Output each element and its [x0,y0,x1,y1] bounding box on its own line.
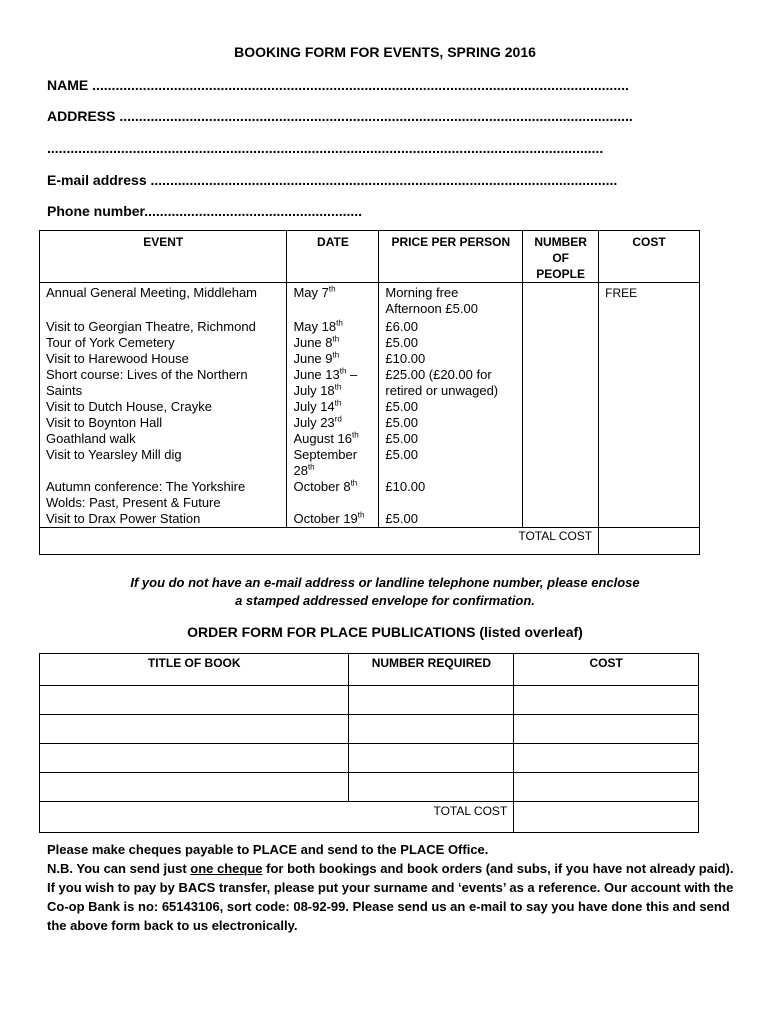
event-name: Visit to Harewood House [40,351,287,367]
order-total-input[interactable] [514,802,699,833]
cost-input[interactable] [599,399,700,415]
table-row [40,367,700,399]
event-date: September 28th [287,447,379,479]
event-name: Visit to Boynton Hall [40,415,287,431]
event-price: £6.00 [379,317,523,335]
cost-input[interactable] [599,367,700,399]
number-input[interactable] [523,479,599,511]
event-price: £5.00 [379,399,523,415]
table-row [40,415,700,431]
header-book-title: TITLE OF BOOK [40,654,349,686]
event-name: Visit to Dutch House, Crayke [40,399,287,415]
event-price: £5.00 [379,511,523,528]
order-table [39,653,699,833]
number-input[interactable] [523,415,599,431]
total-cost-input[interactable] [599,528,700,555]
events-table [39,230,700,555]
event-date: October 19th [287,511,379,528]
table-row [40,479,700,511]
header-price: PRICE PER PERSON [379,231,523,283]
book-title-input[interactable] [40,773,349,802]
cost-input[interactable] [599,479,700,511]
event-name: Visit to Drax Power Station [40,511,287,528]
number-input[interactable] [523,317,599,335]
table-row [40,317,700,335]
event-date: July 23rd [287,415,379,431]
payment-instructions: Please make cheques payable to PLACE and send to the PLACE Office. N.B. You can send just one cheque for both bookings and book orders (and subs, if you have not already paid). If you wish to pay by BACS transfer, please put your surname and ‘events’ as a reference. Our account with the Co-op Bank is no: 65143106, sort code: 08-92-99. Please send us an e-mail to say you have done this and send the above form back to us electronically. [47,842,734,933]
cost-input[interactable] [599,317,700,335]
order-cost-input[interactable] [514,773,699,802]
header-event: EVENT [40,231,287,283]
number-input[interactable] [523,399,599,415]
book-title-input[interactable] [40,686,349,715]
event-date: August 16th [287,431,379,447]
book-title-input[interactable] [40,744,349,773]
table-row [40,431,700,447]
total-row [40,528,700,555]
email-field[interactable]: E-mail address ........................................................................................................................ [47,172,618,188]
number-required-input[interactable] [349,686,514,715]
address-field[interactable]: ADDRESS .................................................................................................................................... [47,108,633,124]
event-price: £10.00 [379,479,523,511]
event-name: Autumn conference: The Yorkshire Wolds: Past, Present & Future [40,479,287,511]
order-row [40,686,699,715]
number-input[interactable] [523,301,599,317]
event-name: Tour of York Cemetery [40,335,287,351]
order-form-title: ORDER FORM FOR PLACE PUBLICATIONS (listed overleaf) [187,624,583,640]
order-row [40,773,699,802]
table-row [40,511,700,528]
header-number: NUMBER OF PEOPLE [523,231,599,283]
header-order-cost: COST [514,654,699,686]
cost-input[interactable] [599,447,700,479]
number-input[interactable] [523,283,599,302]
event-name: Short course: Lives of the Northern Saints [40,367,287,399]
event-price: Afternoon £5.00 [379,301,523,317]
event-date: May 18th [287,317,379,335]
table-row [40,351,700,367]
table-row [40,301,700,317]
cost-input[interactable] [599,351,700,367]
number-required-input[interactable] [349,773,514,802]
event-price: £25.00 (£20.00 for retired or unwaged) [379,367,523,399]
event-name: Goathland walk [40,431,287,447]
table-row [40,283,700,302]
table-row [40,399,700,415]
event-price: £5.00 [379,335,523,351]
header-date: DATE [287,231,379,283]
form-title: BOOKING FORM FOR EVENTS, SPRING 2016 [234,44,536,60]
event-name: Visit to Georgian Theatre, Richmond [40,317,287,335]
cost-input[interactable] [599,511,700,528]
event-price: £5.00 [379,447,523,479]
event-name: Visit to Yearsley Mill dig [40,447,287,479]
order-cost-input[interactable] [514,715,699,744]
order-total-label: TOTAL COST [349,802,514,833]
event-date: June 13th – July 18th [287,367,379,399]
number-input[interactable] [523,367,599,399]
number-required-input[interactable] [349,744,514,773]
event-price: Morning free [379,283,523,302]
address-line2-field[interactable]: ............................................................................................................................................... [47,140,604,156]
table-row [40,335,700,351]
header-cost: COST [599,231,700,283]
event-name: Annual General Meeting, Middleham [40,283,287,302]
name-field[interactable]: NAME .......................................................................................................................................... [47,77,629,93]
event-date: June 8th [287,335,379,351]
number-input[interactable] [523,447,599,479]
table-row [40,447,700,479]
event-date: May 7th [287,283,379,302]
event-price: £5.00 [379,431,523,447]
order-row [40,744,699,773]
event-date: July 14th [287,399,379,415]
order-cost-input[interactable] [514,744,699,773]
event-date: June 9th [287,351,379,367]
number-required-input[interactable] [349,715,514,744]
total-cost-label: TOTAL COST [40,528,599,555]
number-input[interactable] [523,351,599,367]
order-row [40,715,699,744]
cost-input[interactable] [599,335,700,351]
number-input[interactable] [523,335,599,351]
order-total-row [40,802,699,833]
header-number-required: NUMBER REQUIRED [349,654,514,686]
order-cost-input[interactable] [514,686,699,715]
notice: If you do not have an e-mail address or landline telephone number, please enclose a stamped addressed envelope for confirmation. [130,575,640,608]
event-date: October 8th [287,479,379,511]
number-input[interactable] [523,511,599,528]
number-input[interactable] [523,431,599,447]
event-price: £5.00 [379,415,523,431]
cost-input[interactable] [599,301,700,317]
cost-input[interactable] [599,431,700,447]
book-title-input[interactable] [40,715,349,744]
cost-input[interactable] [599,415,700,431]
phone-field[interactable]: Phone number........................................................ [47,203,363,219]
event-price: £10.00 [379,351,523,367]
event-cost: FREE [599,283,700,302]
